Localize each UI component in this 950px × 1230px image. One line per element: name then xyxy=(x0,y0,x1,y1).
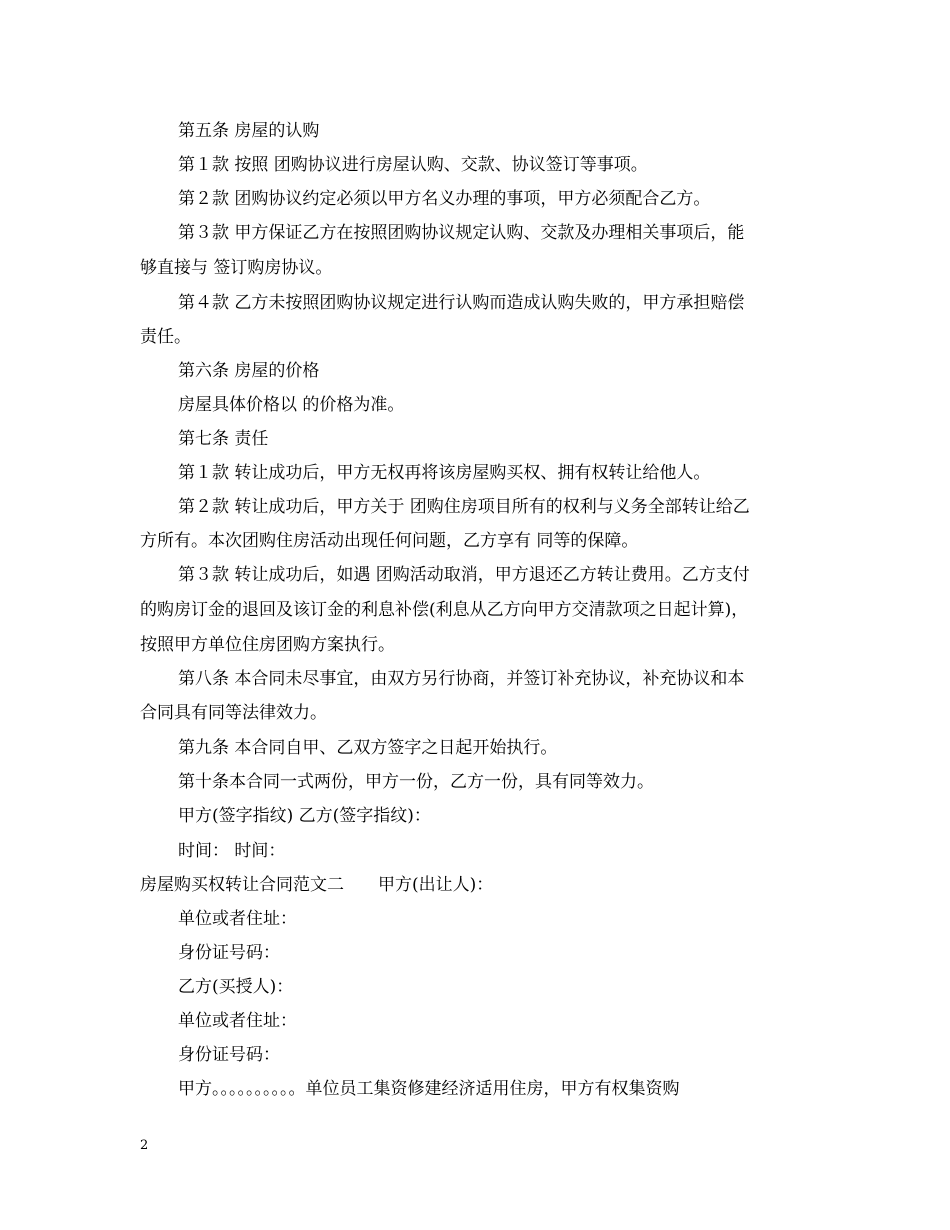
article-6-text: 房屋具体价格以 的价格为准。 xyxy=(178,395,405,415)
party-b-id-number: 身份证号码： xyxy=(178,1045,280,1065)
article-9: 第九条 本合同自甲、乙双方签字之日起开始执行。 xyxy=(178,738,558,758)
article-7-clause-3-cont-2: 按照甲方单位住房团购方案执行。 xyxy=(140,635,395,655)
article-7-clause-3: 第３款 转让成功后，如遇 团购活动取消，甲方退还乙方转让费用。乙方支付 xyxy=(178,565,750,585)
party-b-address: 单位或者住址： xyxy=(178,1011,297,1031)
article-5-clause-2: 第２款 团购协议约定必须以甲方名义办理的事项，甲方必须配合乙方。 xyxy=(178,189,711,209)
party-a-id-number: 身份证号码： xyxy=(178,943,280,963)
date-line: 时间： 时间： xyxy=(178,841,286,861)
article-5-clause-3-cont: 够直接与 签订购房协议。 xyxy=(140,258,333,278)
article-5-heading: 第五条 房屋的认购 xyxy=(178,121,320,141)
article-7-clause-1: 第１款 转让成功后，甲方无权再将该房屋购买权、拥有权转让给他人。 xyxy=(178,463,711,483)
article-10: 第十条本合同一式两份，甲方一份，乙方一份，具有同等效力。 xyxy=(178,772,654,792)
article-5-clause-1: 第１款 按照 团购协议进行房屋认购、交款、协议签订等事项。 xyxy=(178,155,648,175)
sample-two-title: 房屋购买权转让合同范文二 甲方(出让人)： xyxy=(140,875,494,895)
party-b-label: 乙方(买授人)： xyxy=(178,977,294,997)
article-7-clause-2-cont: 方所有。本次团购住房活动出现任何问题，乙方享有 同等的保障。 xyxy=(140,531,639,551)
article-7-clause-2: 第２款 转让成功后，甲方关于 团购住房项目所有的权利与义务全部转让给乙 xyxy=(178,497,750,517)
sample-two-body: 甲方。。。。。。。。。。单位员工集资修建经济适用住房，甲方有权集资购 xyxy=(178,1079,680,1099)
party-a-address: 单位或者住址： xyxy=(178,909,297,929)
article-6-heading: 第六条 房屋的价格 xyxy=(178,361,320,381)
article-7-clause-3-cont-1: 的购房订金的退回及该订金的利息补偿(利息从乙方向甲方交清款项之日起计算)， xyxy=(140,600,749,620)
article-5-clause-3: 第３款 甲方保证乙方在按照团购协议规定认购、交款及办理相关事项后，能 xyxy=(178,223,745,243)
signature-line: 甲方(签字指纹) 乙方(签字指纹)： xyxy=(178,806,431,826)
article-8: 第八条 本合同未尽事宜，由双方另行协商，并签订补充协议，补充协议和本 xyxy=(178,669,745,689)
article-8-cont: 合同具有同等法律效力。 xyxy=(140,703,327,723)
page-number: 2 xyxy=(140,1138,149,1153)
article-7-heading: 第七条 责任 xyxy=(178,429,269,449)
article-5-clause-4-cont: 责任。 xyxy=(140,327,191,347)
article-5-clause-4: 第４款 乙方未按照团购协议规定进行认购而造成认购失败的，甲方承担赔偿 xyxy=(178,293,745,313)
